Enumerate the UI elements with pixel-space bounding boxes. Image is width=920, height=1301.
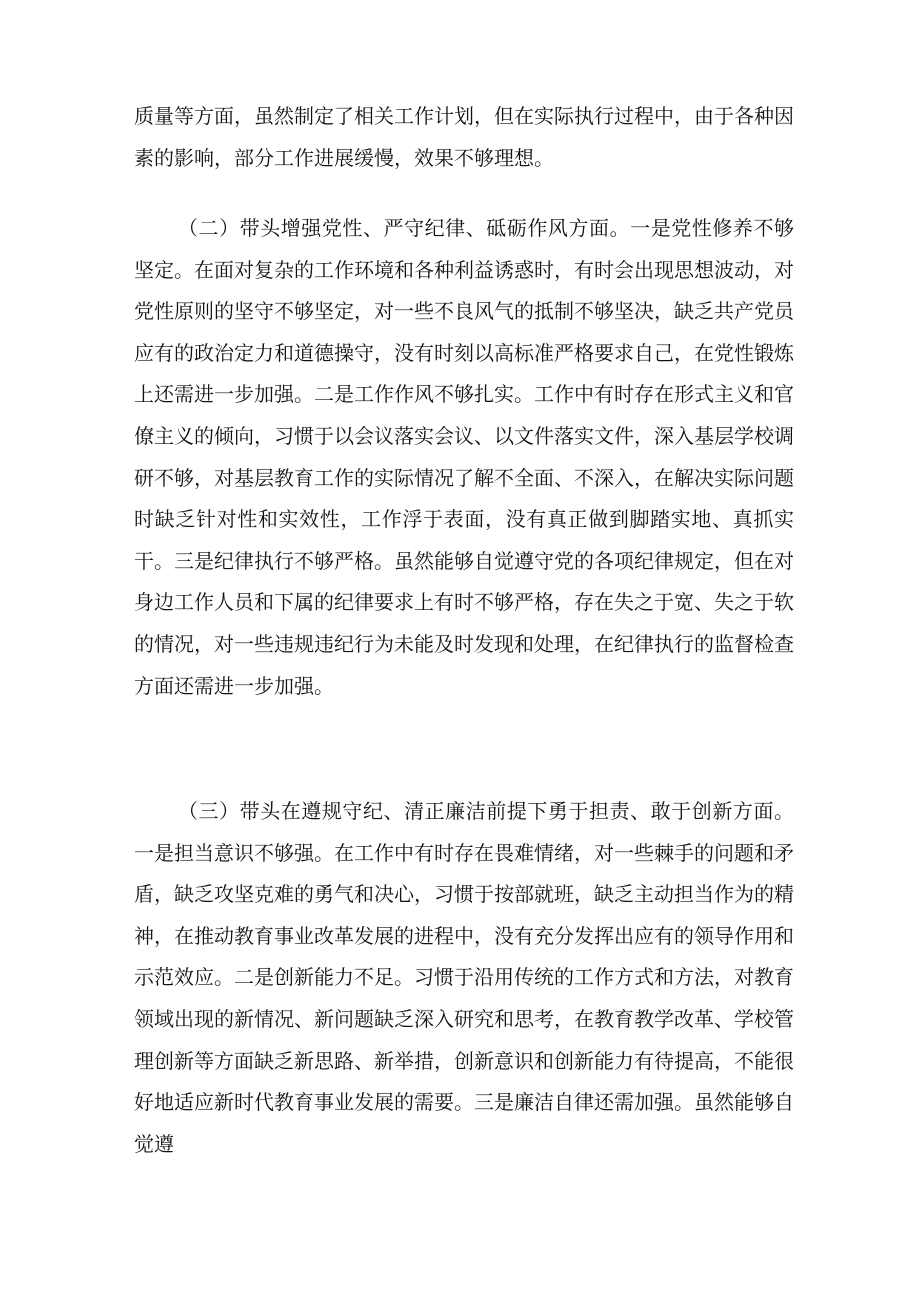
paragraph-continuation [134, 96, 794, 179]
paragraph-section-three [134, 791, 794, 1165]
paragraph-text: 质量等方面，虽然制定了相关工作计划，但在实际执行过程中，由于各种因素的影响，部分工作进展缓慢，效果不够理想。 [134, 104, 794, 170]
paragraph-section-two [134, 208, 794, 707]
paragraph-text: （三）带头在遵规守纪、清正廉洁前提下勇于担责、敢于创新方面。一是担当意识不够强。在工作中有时存在畏难情绪，对一些棘手的问题和矛盾，缺乏攻坚克难的勇气和决心，习惯于按部就班，缺乏主动担当作为的精神，在推动教育事业改革发展的进程中，没有充分发挥出应有的领导作用和示范效应。二是创新能力不足。习惯于沿用传统的工作方式和方法，对教育领域出现的新情况、新问题缺乏深入研究和思考，在教育教学改革、学校管理创新等方面缺乏新思路、新举措，创新意识和创新能力有待提高，不能很好地适应新时代教育事业发展的需要。三是廉洁自律还需加强。虽然能够自觉遵 [134, 799, 794, 1156]
paragraph-text: （二）带头增强党性、严守纪律、砥砺作风方面。一是党性修养不够坚定。在面对复杂的工作环境和各种利益诱惑时，有时会出现思想波动，对党性原则的坚守不够坚定，对一些不良风气的抵制不够坚决，缺乏共产党员应有的政治定力和道德操守，没有时刻以高标准严格要求自己，在党性锻炼上还需进一步加强。二是工作作风不够扎实。工作中有时存在形式主义和官僚主义的倾向，习惯于以会议落实会议、以文件落实文件，深入基层学校调研不够，对基层教育工作的实际情况了解不全面、不深入，在解决实际问题时缺乏针对性和实效性，工作浮于表面，没有真正做到脚踏实地、真抓实干。三是纪律执行不够严格。虽然能够自觉遵守党的各项纪律规定，但在对身边工作人员和下属的纪律要求上有时不够严格，存在失之于宽、失之于软的情况，对一些违规违纪行为未能及时发现和处理，在纪律执行的监督检查方面还需进一步加强。 [134, 216, 794, 698]
